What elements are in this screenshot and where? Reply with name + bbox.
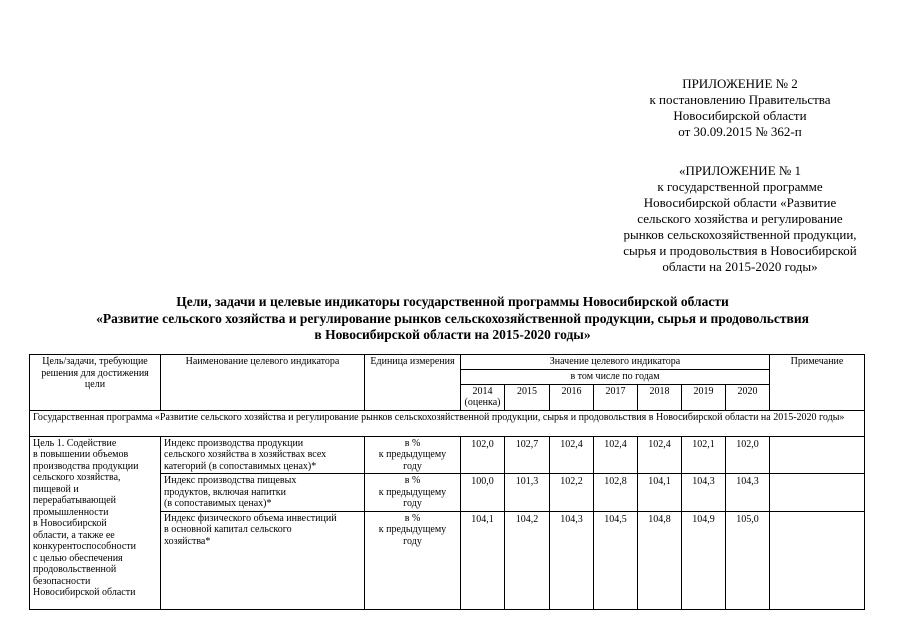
goal-1-cell: Цель 1. Содействие в повышении объемов производства продукции сельского хозяйства, пищевой и перерабатывающей промышленности в Новосибирской области, а также ее конкурентоспособности с целью обеспечения продовольственной безопасности Новосибирской области <box>30 436 161 609</box>
value-cell: 101,3 <box>505 474 550 512</box>
header-year: 2020 <box>726 384 770 410</box>
header-year: 2019 <box>682 384 726 410</box>
title-line: Цели, задачи и целевые индикаторы государственной программы Новосибирской области <box>176 294 729 309</box>
note-cell <box>770 511 865 609</box>
header-value: Значение целевого индикатора <box>461 355 770 370</box>
indicator-unit: в % к предыдущему году <box>365 436 461 474</box>
value-cell: 102,0 <box>726 436 770 474</box>
note-cell <box>770 474 865 512</box>
header-note: Примечание <box>770 355 865 411</box>
value-cell: 102,2 <box>550 474 594 512</box>
value-cell: 104,5 <box>594 511 638 609</box>
value-cell: 102,1 <box>682 436 726 474</box>
header-indicator: Наименование целевого индикатора <box>161 355 365 411</box>
note-cell <box>770 436 865 474</box>
program-row: Государственная программа «Развитие сельского хозяйства и регулирование рынков сельскохозяйственной продукции, сырья и продовольствия в Новосибирской области на 2015-2020 годы» <box>30 410 865 436</box>
header-by-years: в том числе по годам <box>461 370 770 385</box>
indicator-name: Индекс производства продукции сельского хозяйства в хозяйствах всех категорий (в сопоставимых ценах)* <box>161 436 365 474</box>
value-cell: 104,1 <box>638 474 682 512</box>
value-cell: 104,3 <box>550 511 594 609</box>
value-cell: 102,0 <box>461 436 505 474</box>
appendix-2-line: ПРИЛОЖЕНИЕ № 2 <box>682 76 798 91</box>
header-year: 2014 (оценка) <box>461 384 505 410</box>
value-cell: 104,3 <box>726 474 770 512</box>
value-cell: 104,2 <box>505 511 550 609</box>
header-year: 2018 <box>638 384 682 410</box>
appendix-1-line: рынков сельскохозяйственной продукции, <box>623 227 857 242</box>
value-cell: 100,0 <box>461 474 505 512</box>
header-year: 2015 <box>505 384 550 410</box>
value-cell: 102,7 <box>505 436 550 474</box>
title-line: в Новосибирской области на 2015-2020 годы» <box>314 327 591 342</box>
value-cell: 102,4 <box>594 436 638 474</box>
document-title <box>0 294 905 344</box>
header-year: 2017 <box>594 384 638 410</box>
indicators-table <box>29 354 865 610</box>
appendix-2-line: к постановлению Правительства <box>649 92 831 107</box>
header-unit: Единица измерения <box>365 355 461 411</box>
appendix-1-line: сельского хозяйства и регулирование <box>637 211 843 226</box>
header-year: 2016 <box>550 384 594 410</box>
appendix-2-line: Новосибирской области <box>673 108 807 123</box>
value-cell: 104,8 <box>638 511 682 609</box>
header-goal: Цель/задачи, требующие решения для достижения цели <box>30 355 161 411</box>
appendix-1-line: сырья и продовольствия в Новосибирской <box>623 243 857 258</box>
appendix-2-line: от 30.09.2015 № 362-п <box>678 124 802 139</box>
indicator-unit: в % к предыдущему году <box>365 474 461 512</box>
value-cell: 102,4 <box>638 436 682 474</box>
title-line: «Развитие сельского хозяйства и регулирование рынков сельскохозяйственной продукции, сырья и продовольствия <box>96 310 809 326</box>
value-cell: 102,4 <box>550 436 594 474</box>
value-cell: 105,0 <box>726 511 770 609</box>
appendix-1-line: Новосибирской области «Развитие <box>643 195 837 210</box>
indicator-name: Индекс производства пищевых продуктов, включая напитки (в сопоставимых ценах)* <box>161 474 365 512</box>
value-cell: 104,3 <box>682 474 726 512</box>
appendix-1-header <box>560 163 905 275</box>
value-cell: 102,8 <box>594 474 638 512</box>
appendix-1-line: к государственной программе <box>657 179 823 194</box>
appendix-1-line: области на 2015-2020 годы» <box>662 259 818 274</box>
value-cell: 104,1 <box>461 511 505 609</box>
indicator-name: Индекс физического объема инвестиций в основной капитал сельского хозяйства* <box>161 511 365 609</box>
indicator-unit: в % к предыдущему году <box>365 511 461 609</box>
value-cell: 104,9 <box>682 511 726 609</box>
appendix-1-line: «ПРИЛОЖЕНИЕ № 1 <box>678 163 802 178</box>
appendix-2-header <box>560 76 905 140</box>
